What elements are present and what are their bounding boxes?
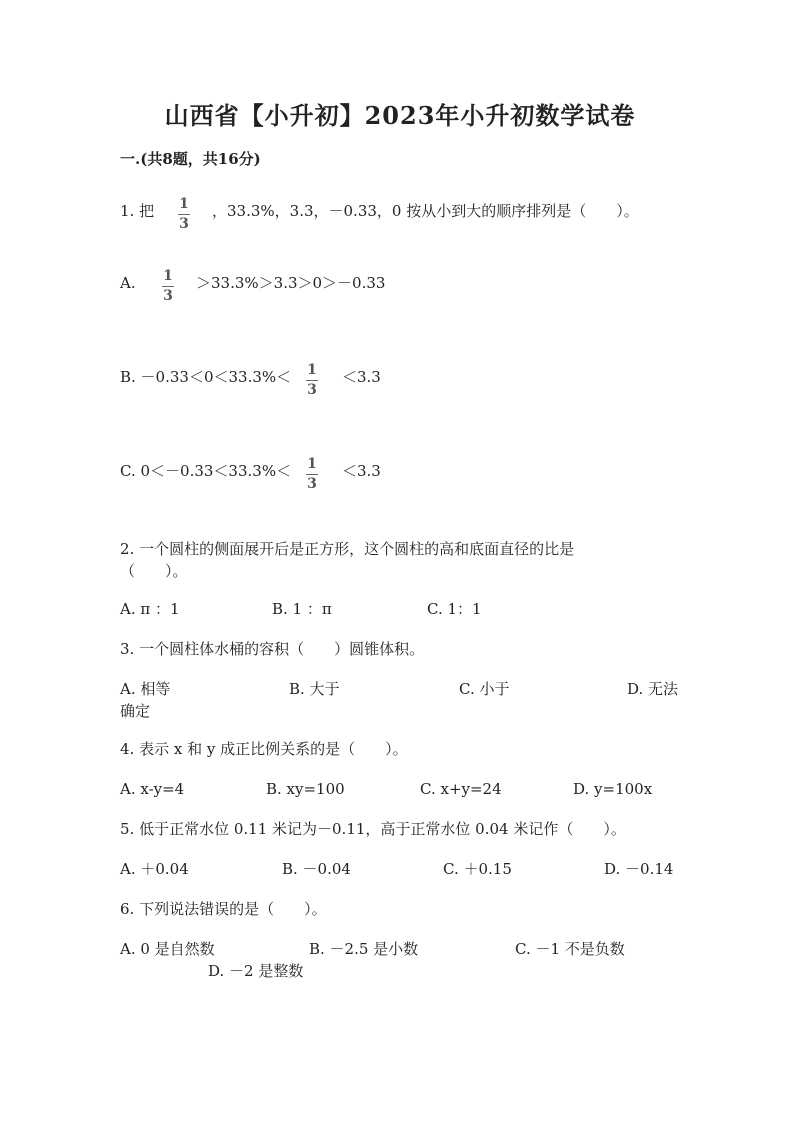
q2-option-c: C. 1：1	[427, 600, 482, 618]
fraction-numerator: 1	[163, 268, 173, 284]
q5-option-c: C. ＋0.15	[443, 860, 512, 878]
q1-option-a-text: ＞33.3%＞3.3＞0＞－0.33	[196, 274, 386, 292]
q1-option-a-label: A.	[120, 274, 136, 292]
q2-option-a: A. π ：1	[120, 600, 180, 618]
page-title: 山西省【小升初】2023年小升初数学试卷	[164, 101, 636, 130]
fraction-numerator: 1	[307, 456, 317, 472]
q5-option-a: A. ＋0.04	[120, 860, 189, 878]
fraction-numerator: 1	[307, 362, 317, 378]
q2-stem-line2: （ ）。	[120, 562, 188, 580]
fraction-bar	[306, 380, 318, 381]
q2-stem-line1: 2. 一个圆柱的侧面展开后是正方形，这个圆柱的高和底面直径的比是	[120, 540, 575, 558]
q1-stem-prefix: 1. 把	[120, 202, 155, 220]
q1-stem-suffix: ，33.3%，3.3，－0.33，0 按从小到大的顺序排列是（ ）。	[212, 202, 639, 220]
q4-stem: 4. 表示 x 和 y 成正比例关系的是（ ）。	[120, 740, 408, 758]
q3-option-b: B. 大于	[289, 680, 340, 698]
q5-option-d: D. －0.14	[604, 860, 674, 878]
q4-option-a: A. x-y=4	[120, 780, 185, 798]
q4-option-d: D. y=100x	[573, 780, 653, 798]
q3-option-d: D. 无法	[627, 680, 679, 698]
q6-option-b: B. －2.5 是小数	[309, 940, 419, 958]
q3-stem: 3. 一个圆柱体水桶的容积（ ）圆锥体积。	[120, 640, 425, 658]
q6-stem: 6. 下列说法错误的是（ ）。	[120, 900, 327, 918]
q6-option-a: A. 0 是自然数	[120, 940, 215, 958]
q1-option-b-text: B. －0.33＜0＜33.3%＜	[120, 368, 292, 386]
q1-option-c-suffix: ＜3.3	[342, 462, 381, 480]
fraction-denominator: 3	[163, 288, 173, 304]
fraction-numerator: 1	[179, 196, 189, 212]
q1-option-c-text: C. 0＜－0.33＜33.3%＜	[120, 462, 292, 480]
q1-option-b-suffix: ＜3.3	[342, 368, 381, 386]
q3-option-a: A. 相等	[120, 680, 171, 698]
q6-option-c: C. －1 不是负数	[515, 940, 625, 958]
fraction-denominator: 3	[179, 216, 189, 232]
section-heading: 一.(共8题，共16分)	[120, 150, 261, 168]
fraction-bar	[178, 214, 190, 215]
q5-stem: 5. 低于正常水位 0.11 米记为－0.11，高于正常水位 0.04 米记作（ ）。	[120, 820, 626, 838]
q3-option-c: C. 小于	[459, 680, 510, 698]
q5-option-b: B. －0.04	[282, 860, 351, 878]
fraction-one-third	[304, 362, 320, 399]
q2-option-b: B. 1 ：π	[272, 600, 332, 618]
fraction-denominator: 3	[307, 476, 317, 492]
fraction-one-third	[160, 268, 176, 305]
q4-option-b: B. xy=100	[266, 780, 345, 798]
q4-option-c: C. x+y=24	[420, 780, 502, 798]
q3-option-d-wrap: 确定	[120, 702, 151, 720]
fraction-one-third	[304, 456, 320, 493]
fraction-one-third	[176, 196, 192, 233]
q6-option-d: D. －2 是整数	[208, 962, 304, 980]
fraction-bar	[162, 286, 174, 287]
fraction-denominator: 3	[307, 382, 317, 398]
fraction-bar	[306, 474, 318, 475]
